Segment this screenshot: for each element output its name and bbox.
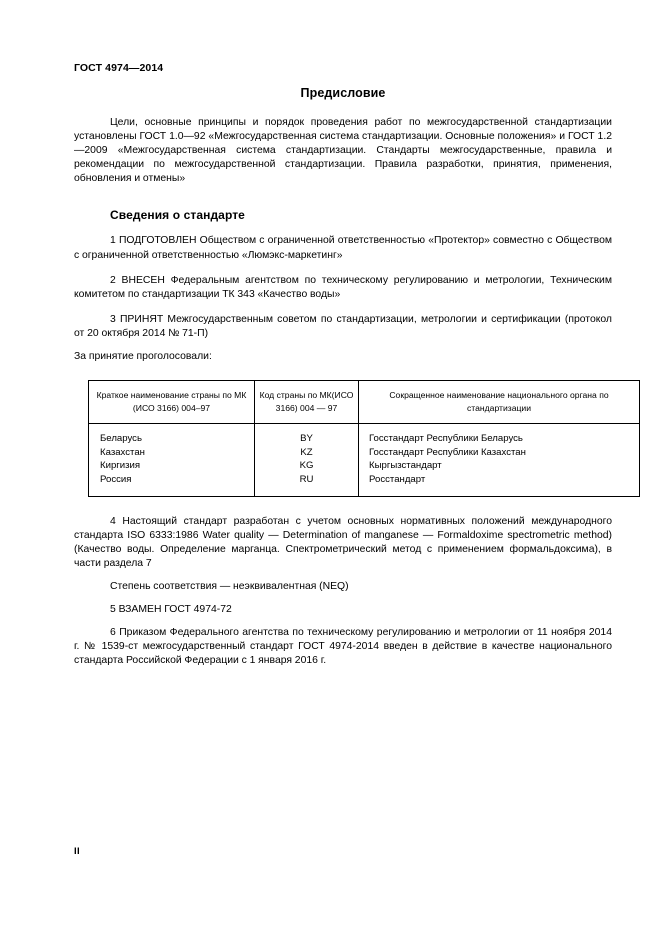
page-content bbox=[74, 86, 612, 679]
conformity-degree-note: Степень соответствия — неэквивалентная (NEQ) bbox=[110, 580, 349, 592]
page-title: Предисловие bbox=[300, 86, 386, 100]
standard-info-item-2: 2 ВНЕСЕН Федеральным агентством по техническому регулированию и метрологии, Техническим комитетом по стандартизации ТК 343 «Качество воды» bbox=[74, 274, 612, 300]
standard-info-heading: Сведения о стандарте bbox=[110, 208, 245, 223]
national-body-list bbox=[359, 424, 639, 495]
column-header-country bbox=[89, 381, 255, 424]
cell-country-group bbox=[89, 424, 255, 496]
foreword-intro-paragraph: Цели, основные принципы и порядок проведения работ по межгосударственной стандартизации установлены ГОСТ 1.0—92 «Межгосударственная система стандартизации. Основные положения» и ГОСТ 1.2—2009 «Межгосударственная система стандартизации. Стандарты межгосударственные, правила и рекомендации по межгосударственной стандартизации. Правила разработки, принятия, применения, обновления и отмены» bbox=[74, 117, 612, 185]
column-header-country-line-1: Краткое наименование страны bbox=[96, 390, 220, 401]
code-kg: KG bbox=[299, 460, 314, 472]
column-header-national-body bbox=[359, 381, 640, 424]
standard-info-item-1: 1 ПОДГОТОВЛЕН Обществом с ограниченной ответственностью «Протектор» совместно с Обществом с ограниченной ответственностью «Люмэкс-маркетинг» bbox=[74, 235, 612, 261]
column-header-code-line-2: по МК(ИСО 3166) bbox=[275, 390, 354, 413]
cell-code-group bbox=[255, 424, 359, 496]
country-russia: Россия bbox=[100, 473, 132, 485]
vote-table bbox=[88, 380, 640, 496]
country-list bbox=[89, 424, 254, 495]
code-by: BY bbox=[300, 433, 313, 445]
column-header-country-line-2: по МК (ИСО 3166) 004–97 bbox=[132, 390, 247, 413]
running-header-standard-number: ГОСТ 4974—2014 bbox=[74, 62, 164, 74]
table-row bbox=[89, 424, 640, 496]
column-header-code-line-1: Код страны bbox=[259, 390, 306, 401]
vote-lead-in: За принятие проголосовали: bbox=[74, 351, 212, 363]
national-body-belarus: Госстандарт Республики Беларусь bbox=[369, 433, 523, 445]
table-header-row bbox=[89, 381, 640, 424]
standard-info-item-5: 5 ВЗАМЕН ГОСТ 4974-72 bbox=[110, 603, 232, 615]
country-kazakhstan: Казахстан bbox=[100, 446, 145, 458]
standard-info-item-3: 3 ПРИНЯТ Межгосударственным советом по стандартизации, метрологии и сертификации (протокол от 20 октября 2014 № 71-П) bbox=[74, 313, 612, 339]
standard-info-item-4: 4 Настоящий стандарт разработан с учетом основных нормативных положений международного стандарта ISO 6333:1986 Water quality — Determination of manganese — Formaldoxime spectrometric method) (Качество воды. Определение марганца. Спектрометрический метод с применением формальдоксима), в части раздела 7 bbox=[74, 515, 612, 569]
vote-table-head bbox=[89, 381, 640, 424]
column-header-national-body-line-1: Сокращенное наименование национального органа bbox=[389, 390, 597, 401]
vote-table-wrapper bbox=[74, 380, 612, 496]
code-ru: RU bbox=[299, 473, 314, 485]
standard-info-item-6: 6 Приказом Федерального агентства по техническому регулированию и метрологии от 11 ноября 2014 г. № 1539-ст межгосударственный стандарт ГОСТ 4974-2014 введен в действие в качестве национального стандарта Российской Федерации с 1 января 2016 г. bbox=[74, 627, 612, 667]
vote-table-body bbox=[89, 424, 640, 496]
code-list bbox=[255, 424, 358, 495]
page-number: II bbox=[74, 846, 80, 857]
cell-national-body-group bbox=[359, 424, 640, 496]
national-body-kyrgyzstan: Кыргызстандарт bbox=[369, 460, 442, 472]
column-header-code-line-3: 004 — 97 bbox=[300, 402, 338, 413]
country-kyrgyzstan: Киргизия bbox=[100, 460, 141, 472]
national-body-russia: Росстандарт bbox=[369, 473, 426, 485]
column-header-code bbox=[255, 381, 359, 424]
country-beларусь: Беларусь bbox=[100, 433, 142, 445]
national-body-kazakhstan: Госстандарт Республики Казахстан bbox=[369, 446, 526, 458]
code-kz: KZ bbox=[300, 446, 313, 458]
column-header-national-body-line-2: по стандартизации bbox=[466, 390, 609, 413]
